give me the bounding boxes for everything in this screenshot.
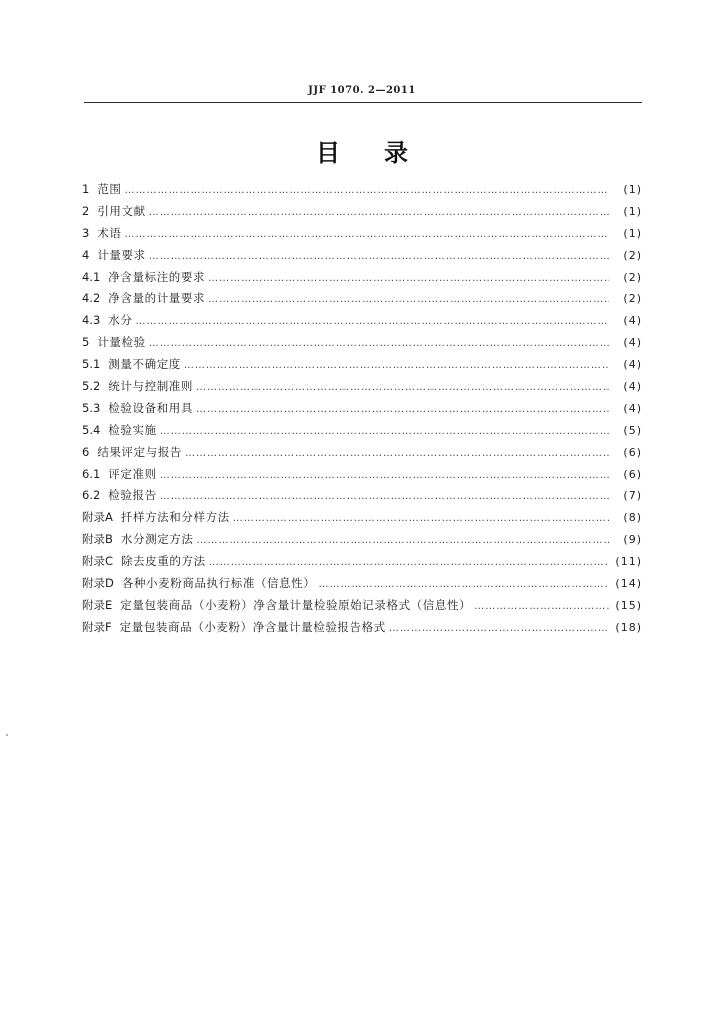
toc-entry-page: (14) bbox=[615, 577, 642, 591]
toc-entry-number: 附录C bbox=[82, 554, 114, 569]
toc-leader-dots bbox=[160, 491, 609, 502]
toc-entry-title: 水分 bbox=[108, 313, 133, 328]
toc-leader-dots bbox=[149, 207, 609, 218]
toc-entry-page: (1) bbox=[623, 226, 642, 240]
toc-leader-dots bbox=[474, 601, 609, 612]
toc-entry-number: 附录A bbox=[82, 510, 113, 525]
header-rule bbox=[84, 102, 642, 103]
toc-entry-number: 4.1 bbox=[82, 269, 101, 284]
toc-entry[interactable] bbox=[82, 487, 642, 509]
toc-leader-dots bbox=[149, 338, 609, 349]
toc-entry-number: 2 bbox=[82, 203, 90, 218]
toc-entry-title: 检验报告 bbox=[108, 488, 157, 503]
toc-entry-page: (6) bbox=[623, 467, 642, 481]
toc-entry-number: 附录D bbox=[82, 576, 114, 591]
toc-entry-title: 引用文献 bbox=[97, 203, 146, 218]
toc-entry[interactable] bbox=[82, 290, 642, 312]
toc-leader-dots bbox=[196, 382, 609, 393]
toc-entry[interactable] bbox=[82, 575, 642, 597]
toc-entry[interactable] bbox=[82, 444, 642, 466]
toc-entry-number: 6.2 bbox=[82, 488, 101, 503]
toc-entry[interactable] bbox=[82, 400, 642, 422]
toc-entry[interactable] bbox=[82, 619, 642, 641]
toc-entry-page: (1) bbox=[623, 183, 642, 196]
toc-entry-title: 净含量的计量要求 bbox=[108, 291, 206, 306]
toc-leader-dots bbox=[160, 470, 609, 481]
toc-leader-dots bbox=[209, 557, 609, 568]
toc-leader-dots bbox=[208, 294, 609, 305]
toc-entry[interactable] bbox=[82, 509, 642, 531]
toc-leader-dots bbox=[184, 360, 609, 371]
toc-entry-page: (15) bbox=[615, 598, 642, 612]
toc-entry-title: 检验实施 bbox=[108, 422, 157, 437]
toc-entry[interactable] bbox=[82, 597, 642, 619]
toc-entry[interactable] bbox=[82, 334, 642, 356]
toc-entry-page: (9) bbox=[623, 533, 642, 547]
toc-leader-dots bbox=[233, 513, 609, 524]
toc-entry[interactable] bbox=[82, 181, 642, 203]
toc-entry-number: 5 bbox=[82, 335, 90, 350]
toc-entry[interactable] bbox=[82, 553, 642, 575]
toc-entry-title: 除去皮重的方法 bbox=[121, 554, 206, 569]
toc-entry-page: (7) bbox=[623, 489, 642, 503]
toc-leader-dots bbox=[208, 273, 609, 284]
toc-entry-title: 测量不确定度 bbox=[108, 357, 181, 372]
toc-entry-number: 6.1 bbox=[82, 466, 101, 481]
toc-entry-title: 统计与控制准则 bbox=[108, 379, 193, 394]
standard-code-header: JJF 1070. 2—2011 bbox=[308, 85, 416, 96]
toc-leader-dots bbox=[196, 404, 609, 415]
toc-entry-title: 范围 bbox=[97, 182, 122, 196]
toc-entry-page: (5) bbox=[623, 423, 642, 437]
toc-leader-dots bbox=[185, 448, 609, 459]
toc-entry-number: 5.1 bbox=[82, 357, 101, 372]
toc-entry[interactable] bbox=[82, 203, 642, 225]
toc-entry-title: 计量检验 bbox=[97, 335, 146, 350]
toc-entry-title: 计量要求 bbox=[97, 247, 146, 262]
toc-entry-number: 1 bbox=[82, 182, 90, 196]
table-of-contents bbox=[82, 181, 642, 641]
toc-entry-page: (2) bbox=[623, 248, 642, 262]
toc-entry-page: (4) bbox=[623, 401, 642, 415]
toc-entry-page: (2) bbox=[623, 270, 642, 284]
toc-entry-page: (1) bbox=[623, 204, 642, 218]
toc-entry[interactable] bbox=[82, 378, 642, 400]
toc-entry-number: 3 bbox=[82, 225, 90, 240]
toc-entry[interactable] bbox=[82, 269, 642, 291]
toc-entry-number: 附录F bbox=[82, 619, 112, 634]
toc-entry-page: (6) bbox=[623, 445, 642, 459]
toc-entry-number: 4.3 bbox=[82, 313, 101, 328]
toc-entry-title: 各种小麦粉商品执行标准（信息性） bbox=[121, 576, 316, 591]
toc-leader-dots bbox=[149, 251, 609, 262]
toc-entry[interactable] bbox=[82, 225, 642, 247]
toc-entry-page: (4) bbox=[623, 380, 642, 394]
toc-leader-dots bbox=[389, 623, 609, 634]
toc-entry[interactable] bbox=[82, 247, 642, 269]
toc-entry-number: 4.2 bbox=[82, 291, 101, 306]
toc-entry-page: (11) bbox=[615, 555, 642, 569]
scan-speck bbox=[6, 734, 8, 736]
toc-entry-title: 定量包装商品（小麦粉）净含量计量检验原始记录格式（信息性） bbox=[120, 597, 472, 612]
toc-leader-dots bbox=[125, 229, 609, 240]
toc-entry-title: 结果评定与报告 bbox=[97, 444, 183, 459]
toc-entry-title: 水分测定方法 bbox=[120, 532, 194, 547]
toc-entry-number: 6 bbox=[82, 444, 90, 459]
toc-entry-title: 检验设备和用具 bbox=[108, 400, 193, 415]
toc-entry-number: 5.3 bbox=[82, 400, 101, 415]
toc-entry-title: 定量包装商品（小麦粉）净含量计量检验报告格式 bbox=[119, 619, 386, 634]
toc-entry-number: 5.2 bbox=[82, 379, 101, 394]
toc-entry-number: 附录E bbox=[82, 597, 113, 612]
toc-leader-dots bbox=[136, 316, 610, 327]
toc-entry[interactable] bbox=[82, 422, 642, 444]
toc-entry-number: 4 bbox=[82, 247, 90, 262]
toc-entry-title: 评定准则 bbox=[108, 466, 157, 481]
toc-entry-page: (4) bbox=[623, 314, 642, 328]
toc-entry[interactable] bbox=[82, 312, 642, 334]
toc-entry-number: 附录B bbox=[82, 532, 113, 547]
toc-entry-page: (18) bbox=[615, 620, 642, 634]
toc-leader-dots bbox=[318, 579, 609, 590]
toc-entry[interactable] bbox=[82, 531, 642, 553]
toc-entry-page: (2) bbox=[623, 292, 642, 306]
toc-entry-page: (4) bbox=[623, 358, 642, 372]
toc-leader-dots bbox=[160, 426, 609, 437]
toc-entry[interactable] bbox=[82, 466, 642, 488]
toc-leader-dots bbox=[125, 185, 609, 196]
toc-leader-dots bbox=[197, 535, 610, 546]
toc-entry-title: 净含量标注的要求 bbox=[108, 269, 206, 284]
page-title: 目录 bbox=[316, 139, 452, 167]
toc-entry-page: (8) bbox=[623, 511, 642, 525]
toc-entry-number: 5.4 bbox=[82, 422, 101, 437]
toc-entry-page: (4) bbox=[623, 336, 642, 350]
toc-entry-title: 扦样方法和分样方法 bbox=[120, 510, 230, 525]
toc-entry-title: 术语 bbox=[97, 225, 122, 240]
toc-entry[interactable] bbox=[82, 356, 642, 378]
